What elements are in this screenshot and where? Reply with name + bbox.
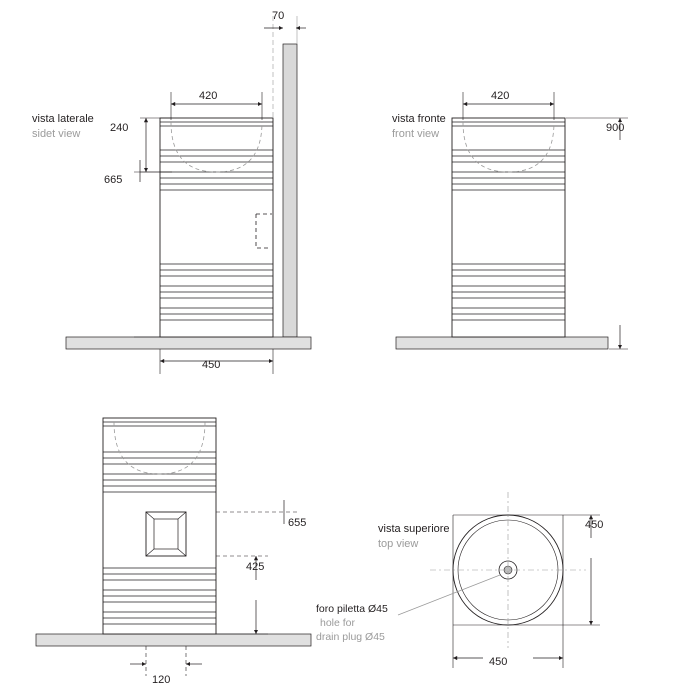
drain-callout-en: hole for <box>320 617 356 629</box>
top-view-label-en: top view <box>378 538 419 550</box>
drain-callout-it: foro piletta Ø45 <box>316 603 388 615</box>
dim-front-total-height: 900 <box>606 122 625 134</box>
front-view-label-it: vista fronte <box>392 113 446 125</box>
dim-rear-opening-width: 120 <box>152 674 171 686</box>
dim-side-base-width: 450 <box>202 359 221 371</box>
side-view-label-it: vista laterale <box>32 113 94 125</box>
front-view-label-en: front view <box>392 128 440 140</box>
dim-side-mid-height: 665 <box>104 174 123 186</box>
dim-side-bowl-height: 240 <box>110 122 129 134</box>
side-view-label-en: sidet view <box>32 128 81 140</box>
dim-rear-upper-height: 655 <box>288 517 307 529</box>
dim-rear-opening-height: 425 <box>246 561 265 573</box>
dim-side-width-top: 420 <box>199 90 218 102</box>
drain-callout-en-2: drain plug Ø45 <box>316 631 385 643</box>
dim-top-depth: 450 <box>585 519 604 531</box>
dim-top-width: 450 <box>489 656 508 668</box>
dim-front-width-top: 420 <box>491 90 510 102</box>
top-view-label-it: vista superiore <box>378 523 450 535</box>
dim-side-top-offset: 70 <box>272 10 285 22</box>
